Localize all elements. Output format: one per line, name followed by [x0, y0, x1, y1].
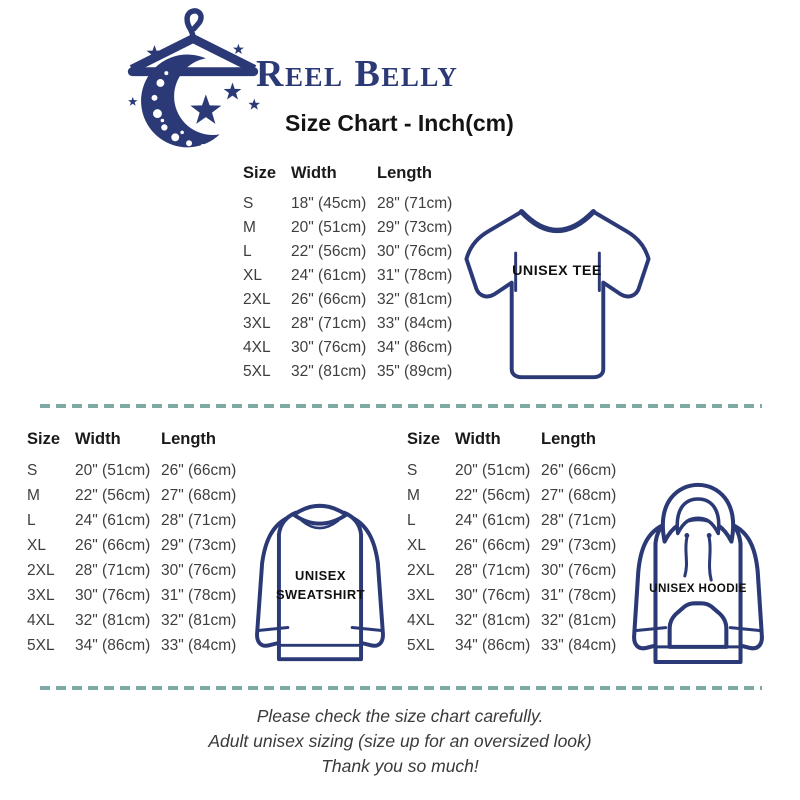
- size-cell: 20" (51cm): [455, 461, 531, 479]
- size-cell: 30" (76cm): [291, 339, 367, 356]
- size-cell: 32" (81cm): [291, 363, 367, 380]
- size-cell: 32" (81cm): [161, 611, 237, 629]
- size-cell: 32" (81cm): [75, 611, 151, 629]
- tee-body: [466, 212, 648, 377]
- size-cell: 2XL: [407, 561, 435, 579]
- size-cell: 18" (45cm): [291, 195, 367, 212]
- sweatshirt-label-line2: SWEATSHIRT: [275, 586, 366, 602]
- size-cell: M: [243, 219, 256, 236]
- size-cell: 5XL: [407, 636, 435, 654]
- footer-line-1: Please check the size chart carefully.: [256, 706, 544, 726]
- col-header-size: Size: [407, 430, 441, 448]
- size-cell: XL: [407, 536, 426, 554]
- size-row: [407, 633, 616, 658]
- dashed-divider: [40, 404, 762, 408]
- col-header-length: Length: [541, 430, 596, 448]
- size-row: [27, 583, 236, 608]
- size-row: [243, 216, 452, 240]
- size-cell: S: [243, 195, 254, 212]
- size-cell: 30" (76cm): [75, 586, 151, 604]
- hoodie-kangaroo-pocket: [670, 603, 727, 647]
- size-cell: 35" (89cm): [377, 363, 453, 380]
- size-cell: 3XL: [407, 586, 435, 604]
- size-cell: 28" (71cm): [377, 195, 453, 212]
- size-row: [407, 508, 616, 533]
- size-row: [407, 533, 616, 558]
- size-cell: 5XL: [243, 363, 271, 380]
- col-header-width: Width: [291, 164, 337, 182]
- size-cell: 30" (76cm): [455, 586, 531, 604]
- col-header-width: Width: [455, 430, 501, 448]
- size-cell: 4XL: [27, 611, 55, 629]
- tee-size-table: [243, 164, 452, 384]
- size-row: [407, 458, 616, 483]
- size-cell: 32" (81cm): [541, 611, 617, 629]
- size-cell: 33" (84cm): [541, 636, 617, 654]
- size-cell: 4XL: [243, 339, 271, 356]
- size-cell: 31" (78cm): [541, 586, 617, 604]
- hoodie-size-table: [407, 430, 616, 658]
- size-cell: 29" (73cm): [377, 219, 453, 236]
- size-cell: L: [243, 243, 252, 260]
- size-cell: 32" (81cm): [377, 291, 453, 308]
- col-header-size: Size: [27, 430, 61, 448]
- size-cell: 34" (86cm): [377, 339, 453, 356]
- size-cell: L: [27, 511, 36, 529]
- size-cell: 26" (66cm): [75, 536, 151, 554]
- size-row: [243, 264, 452, 288]
- size-row: [243, 288, 452, 312]
- size-cell: 28" (71cm): [75, 561, 151, 579]
- size-cell: 22" (56cm): [75, 486, 151, 504]
- size-cell: XL: [243, 267, 262, 284]
- size-cell: 28" (71cm): [541, 511, 617, 529]
- hoodie-drawstring-left: [685, 538, 687, 576]
- size-row: [27, 533, 236, 558]
- size-cell: 34" (86cm): [455, 636, 531, 654]
- size-cell: 27" (68cm): [541, 486, 617, 504]
- sweatshirt-label-line1: UNISEX: [295, 568, 346, 584]
- size-cell: 2XL: [243, 291, 271, 308]
- size-row: [243, 312, 452, 336]
- hanger-arms: [132, 39, 254, 70]
- hanger-bar: [128, 67, 258, 76]
- size-cell: 24" (61cm): [291, 267, 367, 284]
- size-cell: 2XL: [27, 561, 55, 579]
- size-cell: 30" (76cm): [377, 243, 453, 260]
- size-cell: XL: [27, 536, 46, 554]
- size-cell: 20" (51cm): [291, 219, 367, 236]
- size-cell: 29" (73cm): [161, 536, 237, 554]
- size-row: [407, 558, 616, 583]
- size-row: [243, 240, 452, 264]
- unisex-sweatshirt-illustration: [237, 488, 403, 676]
- size-cell: M: [27, 486, 40, 504]
- header-row: [243, 164, 452, 192]
- footer-line-3: Thank you so much!: [321, 756, 479, 776]
- col-header-length: Length: [161, 430, 216, 448]
- hoodie-grommet-left: [684, 533, 689, 538]
- footer-line-2: Adult unisex sizing (size up for an oversized look): [208, 731, 592, 751]
- size-row: [243, 336, 452, 360]
- col-header-length: Length: [377, 164, 432, 182]
- dashed-divider: [40, 686, 762, 690]
- size-row: [27, 608, 236, 633]
- size-row: [407, 483, 616, 508]
- header-row: [27, 430, 236, 458]
- brand-name: Reel Belly: [256, 53, 459, 95]
- size-cell: 30" (76cm): [541, 561, 617, 579]
- size-cell: 4XL: [407, 611, 435, 629]
- size-cell: S: [407, 461, 418, 479]
- size-cell: 29" (73cm): [541, 536, 617, 554]
- header-row: [407, 430, 616, 458]
- hoodie-grommet-right: [707, 533, 712, 538]
- size-row: [27, 458, 236, 483]
- tee-label: UNISEX TEE: [512, 262, 602, 279]
- size-row: [27, 483, 236, 508]
- size-row: [407, 583, 616, 608]
- size-cell: L: [407, 511, 416, 529]
- col-header-width: Width: [75, 430, 121, 448]
- size-cell: 26" (66cm): [541, 461, 617, 479]
- size-cell: 33" (84cm): [161, 636, 237, 654]
- unisex-tee-illustration: [455, 196, 660, 388]
- size-cell: 3XL: [27, 586, 55, 604]
- size-cell: 31" (78cm): [161, 586, 237, 604]
- page-title: Size Chart - Inch(cm): [285, 110, 514, 136]
- size-cell: 22" (56cm): [455, 486, 531, 504]
- size-cell: 5XL: [27, 636, 55, 654]
- size-cell: 27" (68cm): [161, 486, 237, 504]
- hoodie-drawstring-right: [709, 538, 711, 581]
- size-cell: 32" (81cm): [455, 611, 531, 629]
- unisex-hoodie-illustration: [616, 476, 780, 680]
- size-cell: 28" (71cm): [291, 315, 367, 332]
- sweatshirt-size-table: [27, 430, 236, 658]
- size-row: [243, 192, 452, 216]
- size-cell: 20" (51cm): [75, 461, 151, 479]
- size-cell: 28" (71cm): [455, 561, 531, 579]
- size-cell: 33" (84cm): [377, 315, 453, 332]
- size-row: [407, 608, 616, 633]
- size-row: [27, 558, 236, 583]
- size-cell: 30" (76cm): [161, 561, 237, 579]
- size-cell: 28" (71cm): [161, 511, 237, 529]
- size-cell: 22" (56cm): [291, 243, 367, 260]
- footer-note: [0, 704, 800, 779]
- size-cell: 24" (61cm): [75, 511, 151, 529]
- size-cell: 3XL: [243, 315, 271, 332]
- hanger-hook: [187, 11, 201, 38]
- col-header-size: Size: [243, 164, 277, 182]
- size-cell: S: [27, 461, 38, 479]
- size-cell: 24" (61cm): [455, 511, 531, 529]
- size-cell: 26" (66cm): [291, 291, 367, 308]
- size-cell: 26" (66cm): [161, 461, 237, 479]
- moon-stars-hanger-icon: [118, 4, 268, 162]
- size-cell: 26" (66cm): [455, 536, 531, 554]
- size-row: [27, 633, 236, 658]
- size-cell: M: [407, 486, 420, 504]
- size-cell: 31" (78cm): [377, 267, 453, 284]
- hoodie-label: UNISEX HOODIE: [649, 582, 747, 596]
- size-cell: 34" (86cm): [75, 636, 151, 654]
- size-row: [243, 360, 452, 384]
- size-row: [27, 508, 236, 533]
